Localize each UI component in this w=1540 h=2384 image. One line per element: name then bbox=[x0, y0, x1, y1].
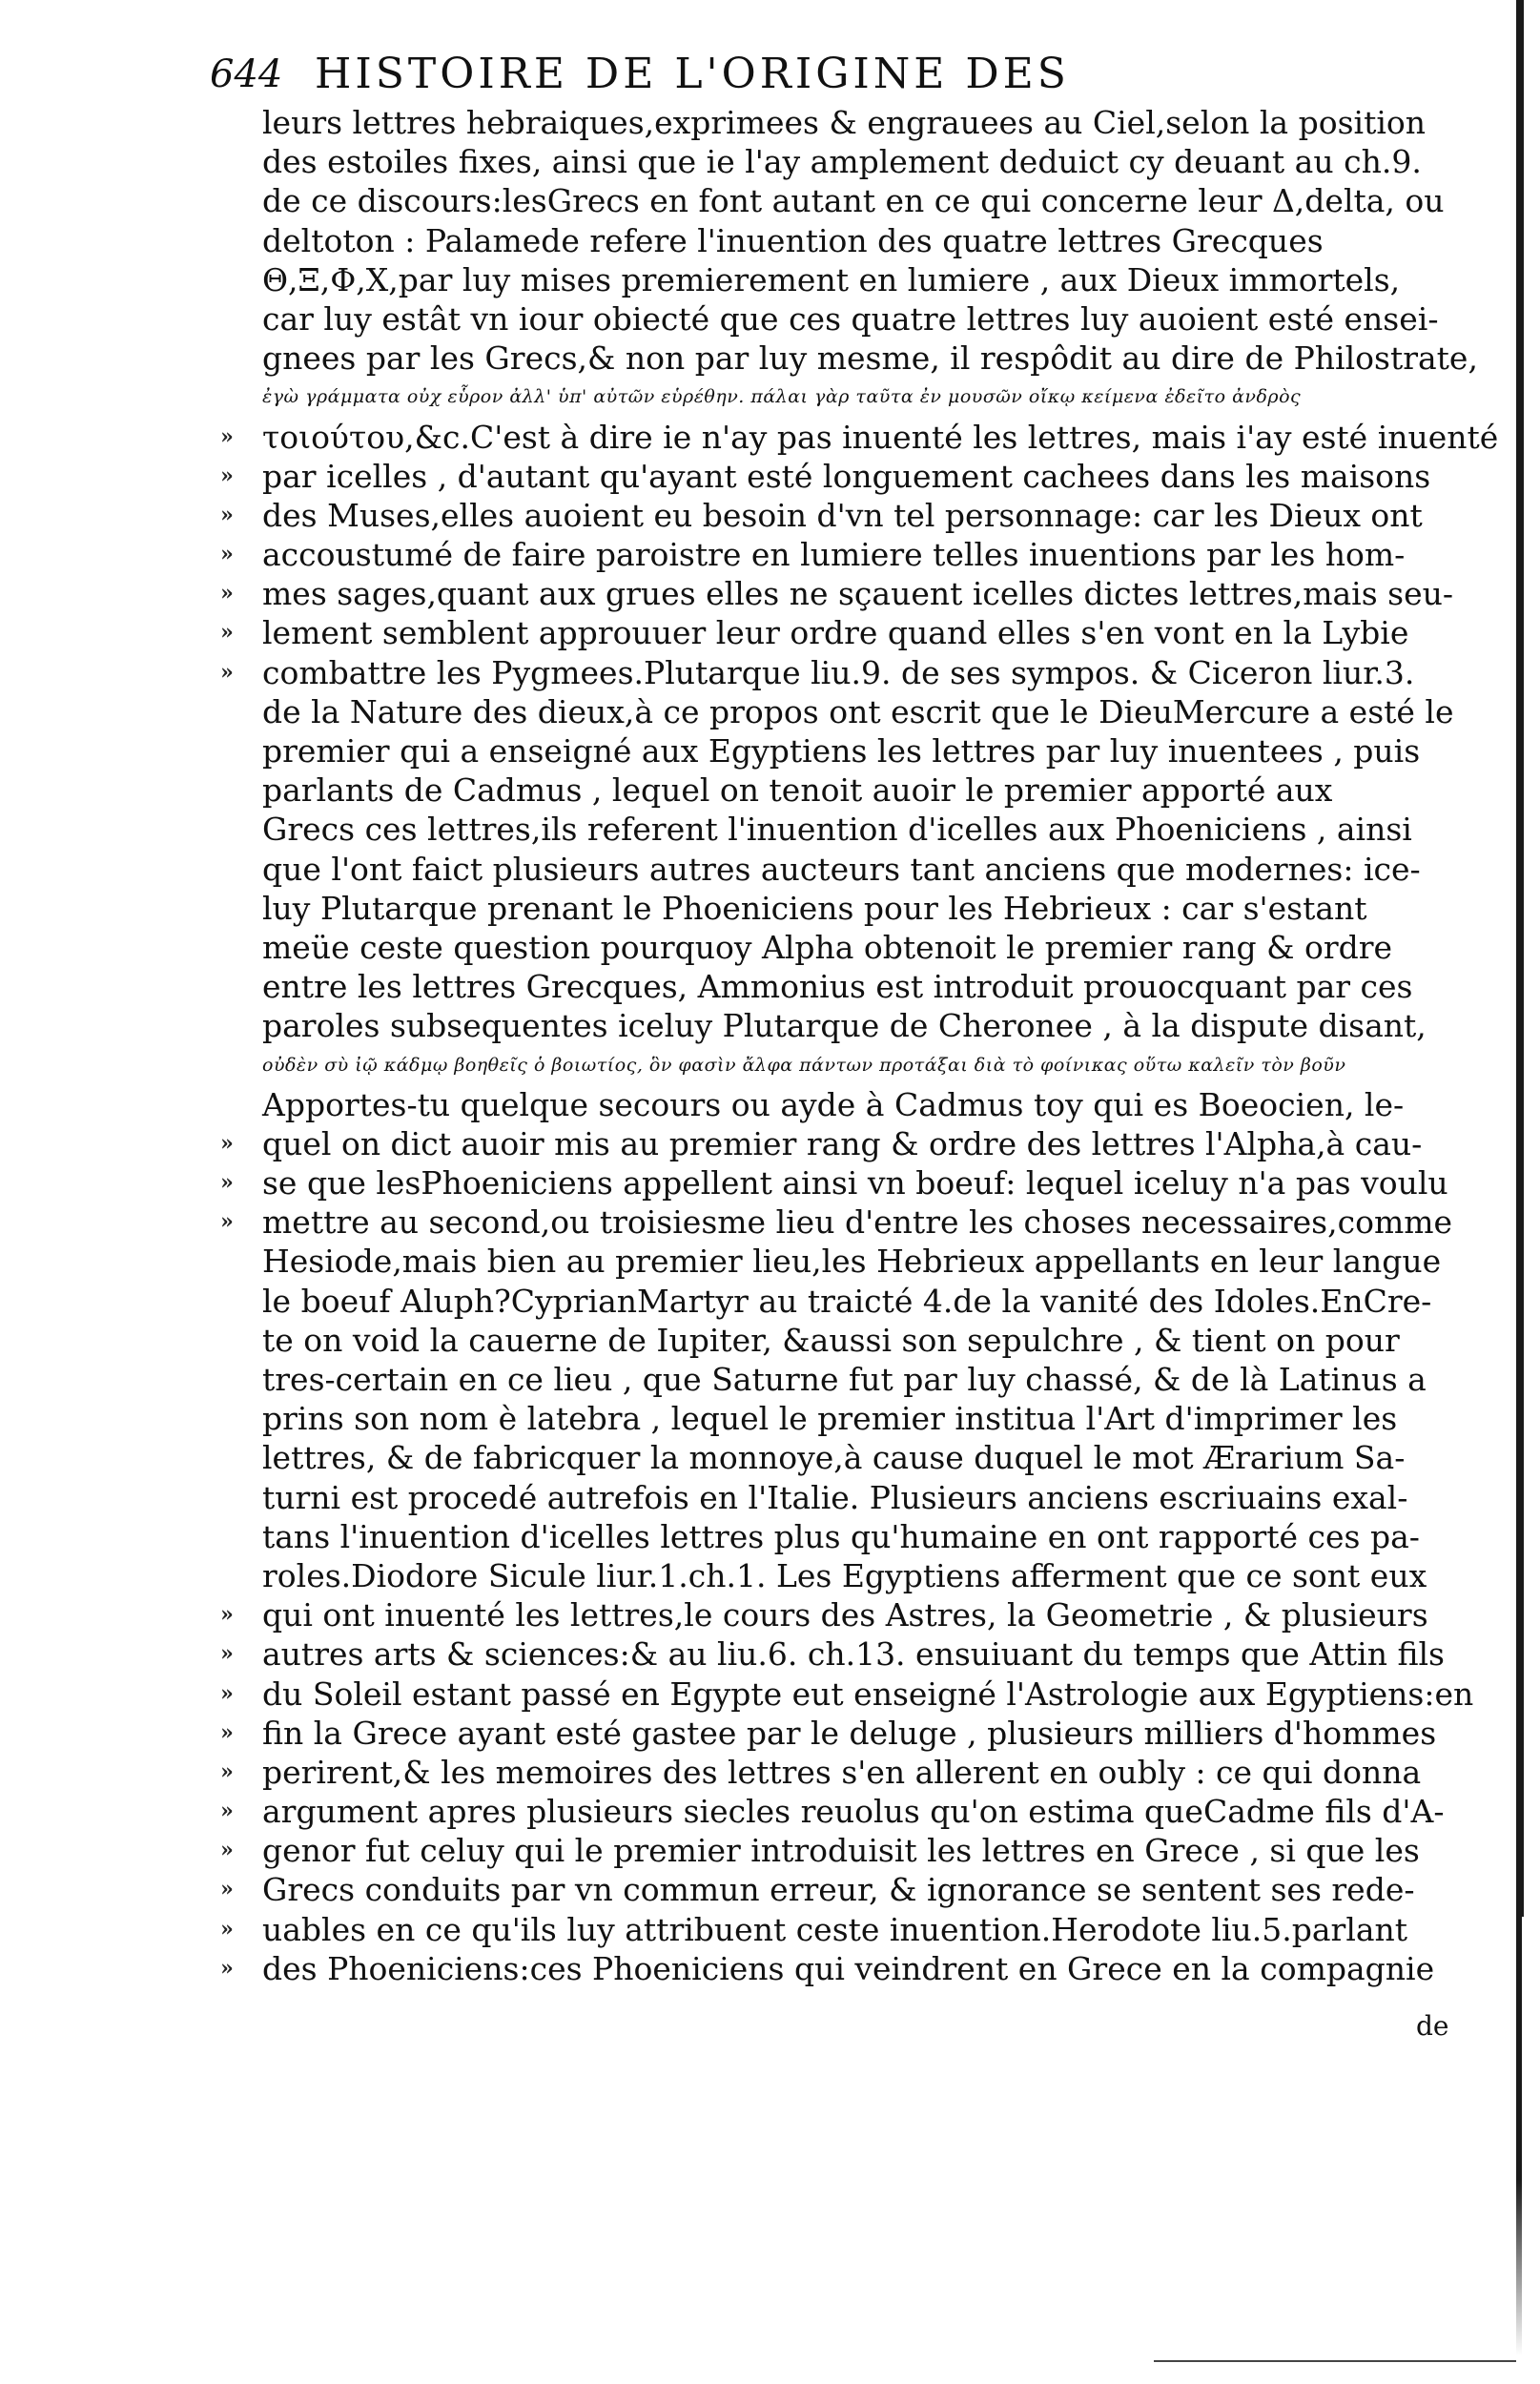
line-text: perirent,& les memoires des lettres s'en allerent en oubly : ce qui donna bbox=[262, 1753, 1422, 1791]
text-line bbox=[262, 181, 1445, 220]
line-text: Apportes-tu quelque secours ou ayde à Cadmus toy qui es Boeocien, le- bbox=[262, 1085, 1405, 1123]
text-line bbox=[220, 1792, 1445, 1831]
bottom-rule bbox=[1154, 2360, 1516, 2362]
line-text: argument apres plusieurs siecles reuolus qu'on estima queCadme fils d'A- bbox=[262, 1793, 1445, 1831]
line-text: meüe ceste question pourquoy Alpha obtenoit le premier rang & ordre bbox=[262, 928, 1393, 966]
quotation-margin-mark: » bbox=[220, 502, 234, 527]
text-line bbox=[220, 418, 1499, 457]
line-text: roles.Diodore Sicule liur.1.ch.1. Les Egyptiens afferment que ce sont eux bbox=[262, 1556, 1427, 1594]
text-line bbox=[220, 1753, 1445, 1792]
quotation-margin-mark: » bbox=[220, 1130, 234, 1156]
text-line bbox=[262, 928, 1445, 967]
text-line bbox=[262, 1478, 1445, 1517]
text-line bbox=[220, 1831, 1445, 1870]
text-line bbox=[220, 457, 1445, 496]
text-line bbox=[220, 1124, 1445, 1163]
text-line bbox=[262, 1438, 1445, 1477]
quotation-margin-mark: » bbox=[220, 1209, 234, 1235]
text-line bbox=[220, 574, 1454, 613]
line-text: des Muses,elles auoient eu besoin d'vn tel personnage: car les Dieux ont bbox=[262, 496, 1423, 534]
text-line bbox=[262, 1085, 1445, 1124]
text-line bbox=[262, 1360, 1445, 1399]
line-text: tres-certain en ce lieu , que Saturne fut par luy chassé, & de là Latinus a bbox=[262, 1361, 1427, 1398]
line-text: Grecs ces lettres,ils referent l'inuention d'icelles aux Phoeniciens , ainsi bbox=[262, 811, 1412, 849]
text-line bbox=[262, 142, 1445, 181]
text-line bbox=[262, 1282, 1445, 1321]
line-text: autres arts & sciences:& au liu.6. ch.13. ensuiuant du temps que Attin fils bbox=[262, 1635, 1445, 1674]
greek-quote-line bbox=[262, 1046, 1445, 1085]
text-line bbox=[262, 850, 1445, 889]
quotation-margin-mark: » bbox=[220, 1602, 234, 1628]
line-text: entre les lettres Grecques, Ammonius est introduit prouocquant par ces bbox=[262, 968, 1413, 1006]
text-line bbox=[220, 1634, 1445, 1674]
text-line bbox=[220, 653, 1445, 692]
line-text: combattre les Pygmees.Plutarque liu.9. de ses sympos. & Ciceron liur.3. bbox=[262, 653, 1415, 691]
text-line bbox=[220, 1202, 1453, 1242]
line-text: Hesiode,mais bien au premier lieu,les Hebrieux appellants en leur langue bbox=[262, 1243, 1442, 1281]
line-text: lement semblent approuuer leur ordre quand elles s'en vont en la Lybie bbox=[262, 614, 1409, 652]
line-text: paroles subsequentes iceluy Plutarque de Cheronee , à la dispute disant, bbox=[262, 1007, 1427, 1045]
text-line bbox=[262, 967, 1445, 1006]
catchword: de bbox=[1416, 2010, 1449, 2042]
page-number: 644 bbox=[210, 52, 283, 96]
line-text: le boeuf Aluph?CyprianMartyr au traicté 4.de la vanité des Idoles.EnCre- bbox=[262, 1282, 1432, 1320]
quotation-margin-mark: » bbox=[220, 1170, 234, 1196]
line-text: qui ont inuenté les lettres,le cours des Astres, la Geometrie , & plusieurs bbox=[262, 1596, 1428, 1634]
line-text: quel on dict auoir mis au premier rang & ordre des lettres l'Alpha,à cau- bbox=[262, 1124, 1423, 1162]
quotation-margin-mark: » bbox=[220, 1877, 234, 1902]
line-text: ἐγὼ γράμματα οὐχ εὗρον ἀλλ' ὑπ' αὐτῶν εὑρέθην. πάλαι γὰρ ταῦτα ἐν μουσῶν οἴκῳ κείμενα ἐδεῖτο ἀνδρὸς bbox=[262, 386, 1302, 408]
line-text: accoustumé de faire paroistre en lumiere telles inuentions par les hom- bbox=[262, 536, 1406, 574]
line-text: mettre au second,ou troisiesme lieu d'entre les choses necessaires,comme bbox=[262, 1203, 1453, 1242]
line-text: mes sages,quant aux grues elles ne sçauent icelles dictes lettres,mais seu- bbox=[262, 575, 1454, 613]
line-text: des Phoeniciens:ces Phoeniciens qui veindrent en Grece en la compagnie bbox=[262, 1949, 1435, 1987]
text-line bbox=[262, 692, 1454, 731]
line-text: οὐδὲν σὺ ἰῷ κάδμῳ βοηθεῖς ὁ βοιωτίος, ὃν φασὶν ἄλφα πάντων προτάξαι διὰ τὸ φοίνικας οὕτω καλεῖν τὸν βοῦν bbox=[262, 1054, 1346, 1076]
line-text: du Soleil estant passé en Egypte eut enseigné l'Astrologie aux Egyptiens:en bbox=[262, 1675, 1474, 1713]
line-text: que l'ont faict plusieurs autres aucteurs tant anciens que modernes: ice- bbox=[262, 850, 1421, 888]
text-line bbox=[262, 1517, 1445, 1556]
page-header bbox=[210, 46, 1468, 103]
text-line bbox=[262, 1399, 1445, 1438]
line-text: Grecs conduits par vn commun erreur, & ignorance se sentent ses rede- bbox=[262, 1871, 1415, 1909]
text-line bbox=[262, 1321, 1445, 1360]
text-line bbox=[220, 1595, 1445, 1634]
text-line bbox=[220, 613, 1445, 652]
quotation-margin-mark: » bbox=[220, 659, 234, 685]
text-line bbox=[220, 1675, 1474, 1714]
running-title: HISTOIRE DE L'ORIGINE DES bbox=[315, 50, 1070, 98]
quotation-margin-mark: » bbox=[220, 1680, 234, 1706]
quotation-margin-mark: » bbox=[220, 1798, 234, 1824]
line-text: gnees par les Grecs,& non par luy mesme, il respôdit au dire de Philostrate, bbox=[262, 339, 1478, 378]
line-text: parlants de Cadmus , lequel on tenoit auoir le premier apporté aux bbox=[262, 771, 1333, 810]
text-line bbox=[262, 1006, 1445, 1045]
line-text: car luy estât vn iour obiecté que ces quatre lettres luy auoient esté ensei- bbox=[262, 299, 1439, 338]
text-line bbox=[262, 103, 1445, 142]
line-text: par icelles , d'autant qu'ayant esté longuement cachees dans les maisons bbox=[262, 457, 1431, 495]
text-line bbox=[262, 771, 1445, 810]
line-text: de la Nature des dieux,à ce propos ont escrit que le DieuMercure a esté le bbox=[262, 692, 1454, 730]
quotation-margin-mark: » bbox=[220, 462, 234, 488]
quotation-margin-mark: » bbox=[220, 423, 234, 449]
text-line bbox=[220, 535, 1445, 574]
line-text: des estoiles fixes, ainsi que ie l'ay amplement deduict cy deuant au ch.9. bbox=[262, 143, 1422, 181]
greek-quote-line bbox=[262, 378, 1445, 417]
line-text: Θ,Ξ,Φ,Χ,par luy mises premierement en lumiere , aux Dieux immortels, bbox=[262, 260, 1401, 298]
line-text: leurs lettres hebraiques,exprimees & engrauees au Ciel,selon la position bbox=[262, 104, 1427, 141]
text-line bbox=[262, 731, 1445, 771]
line-text: premier qui a enseigné aux Egyptiens les lettres par luy inuentees , puis bbox=[262, 732, 1421, 770]
line-text: genor fut celuy qui le premier introduisit les lettres en Grece , si que les bbox=[262, 1832, 1420, 1870]
text-line bbox=[220, 1870, 1445, 1909]
page-edge-shadow bbox=[1516, 0, 1524, 1917]
line-text: uables en ce qu'ils luy attribuent ceste inuention.Herodote liu.5.parlant bbox=[262, 1910, 1408, 1948]
text-line bbox=[220, 1163, 1448, 1202]
text-line bbox=[262, 339, 1478, 378]
line-text: de ce discours:lesGrecs en font autant en ce qui concerne leur Δ,delta, ou bbox=[262, 182, 1445, 220]
text-line bbox=[262, 889, 1445, 928]
line-text: tans l'inuention d'icelles lettres plus qu'humaine en ont rapporté ces pa- bbox=[262, 1517, 1420, 1555]
line-text: te on void la cauerne de Iupiter, &aussi son sepulchre , & tient on pour bbox=[262, 1321, 1400, 1359]
text-line bbox=[220, 1910, 1445, 1949]
quotation-margin-mark: » bbox=[220, 1838, 234, 1863]
text-line bbox=[220, 496, 1445, 535]
quotation-margin-mark: » bbox=[220, 542, 234, 567]
quotation-margin-mark: » bbox=[220, 581, 234, 606]
text-line bbox=[262, 221, 1445, 260]
text-line bbox=[220, 1949, 1445, 1988]
page-edge-shadow-tail bbox=[1516, 1917, 1522, 2355]
text-line bbox=[262, 299, 1445, 339]
quotation-margin-mark: » bbox=[220, 1955, 234, 1981]
line-text: luy Plutarque prenant le Phoeniciens pour les Hebrieux : car s'estant bbox=[262, 889, 1367, 927]
quotation-margin-mark: » bbox=[220, 620, 234, 646]
text-line bbox=[220, 1714, 1445, 1753]
line-text: τοιούτου,&c.C'est à dire ie n'ay pas inuenté les lettres, mais i'ay esté inuenté bbox=[262, 418, 1499, 456]
text-line bbox=[262, 260, 1445, 299]
line-text: turni est procedé autrefois en l'Italie. Plusieurs anciens escriuains exal- bbox=[262, 1478, 1408, 1516]
line-text: se que lesPhoeniciens appellent ainsi vn boeuf: lequel iceluy n'a pas voulu bbox=[262, 1164, 1448, 1202]
text-line bbox=[262, 1556, 1445, 1595]
text-line bbox=[262, 810, 1445, 849]
quotation-margin-mark: » bbox=[220, 1719, 234, 1745]
line-text: prins son nom è latebra , lequel le premier institua l'Art d'imprimer les bbox=[262, 1400, 1398, 1438]
quotation-margin-mark: » bbox=[220, 1916, 234, 1942]
line-text: fin la Grece ayant esté gastee par le deluge , plusieurs milliers d'hommes bbox=[262, 1714, 1437, 1752]
line-text: deltoton : Palamede refere l'inuention des quatre lettres Grecques bbox=[262, 221, 1324, 259]
line-text: lettres, & de fabricquer la monnoye,à cause duquel le mot Ærarium Sa- bbox=[262, 1439, 1406, 1477]
body-text bbox=[220, 103, 1499, 1988]
quotation-margin-mark: » bbox=[220, 1758, 234, 1784]
text-line bbox=[262, 1242, 1445, 1281]
quotation-margin-mark: » bbox=[220, 1641, 234, 1667]
